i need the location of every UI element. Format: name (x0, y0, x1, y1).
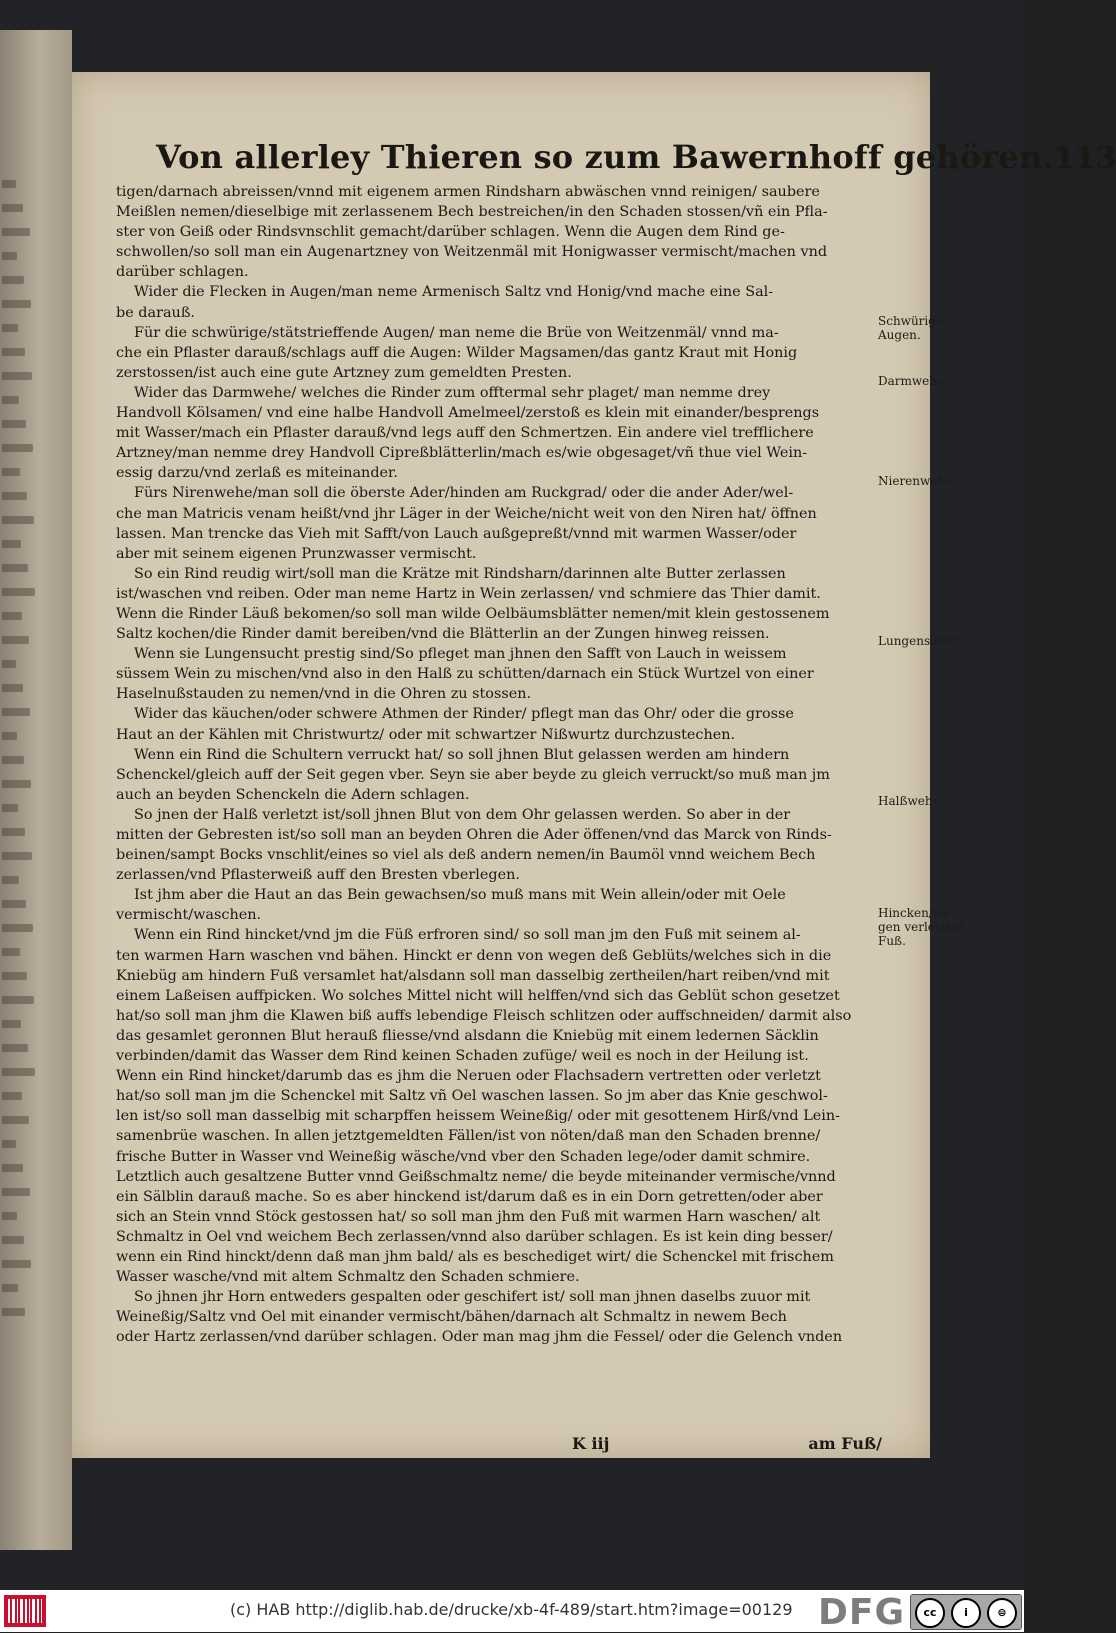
viewer-footer (0, 1590, 1024, 1632)
ghost-text-mark (2, 612, 22, 620)
previous-page-ghost-text (0, 180, 40, 1380)
marginal-note: Lungensucht (878, 634, 958, 648)
text-line: auch an beyden Schenckeln die Adern schlagen. (116, 786, 470, 803)
marginal-note: Hincken/we gen verletztes Fuß. (878, 906, 965, 948)
ghost-text-mark (2, 300, 31, 308)
text-line: Wider das käuchen/oder schwere Athmen der Rinder/ pflegt man das Ohr/ oder die grosse (134, 706, 794, 723)
ghost-text-mark (2, 468, 20, 476)
running-title: Von allerley Thieren so zum Bawernhoff gehören. (156, 138, 1054, 176)
ghost-text-mark (2, 972, 27, 980)
marginal-note: Darmwehe (878, 374, 945, 388)
ghost-text-mark (2, 780, 31, 788)
dfg-logo: DFG (818, 1592, 906, 1633)
text-line: So jhnen jhr Horn entweders gespalten oder geschifert ist/ soll man jhnen daselbs zuuor mit (134, 1289, 811, 1306)
ghost-text-mark (2, 492, 27, 500)
copyright-link[interactable]: (c) HAB http://diglib.hab.de/drucke/xb-4f-489/start.htm?image=00129 (230, 1600, 793, 1619)
ghost-text-mark (2, 876, 19, 884)
ghost-text-mark (2, 180, 16, 188)
ghost-text-mark (2, 516, 34, 524)
signature-line (572, 1434, 882, 1458)
ghost-text-mark (2, 588, 35, 596)
text-line: schwollen/so soll man ein Augenartzney von Weitzenmäl mit Honigwasser vermischt/machen vnd (116, 244, 828, 261)
text-line: lassen. Man trencke das Vieh mit Safft/von Lauch außgepreßt/vnnd mit warmen Wasser/oder (116, 525, 797, 542)
ghost-text-mark (2, 1308, 25, 1316)
text-line: Kniebüg am hindern Fuß versamlet hat/alsdann soll man dasselbig zertheilen/hart reiben/vnd mit (116, 967, 830, 984)
text-line: essig darzu/vnd zerlaß es miteinander. (116, 465, 398, 482)
ghost-text-mark (2, 900, 26, 908)
text-line: Handvoll Kölsamen/ vnd eine halbe Handvoll Amelmeel/zerstoß es klein mit einander/besprengs (116, 405, 820, 422)
book-page (72, 72, 1116, 1458)
ghost-text-mark (2, 732, 17, 740)
text-line: Haut an der Kählen mit Christwurtz/ oder mit schwartzer Nißwurtz durchzustechen. (116, 726, 736, 743)
text-line: mit Wasser/mach ein Pflaster darauß/vnd legs auff den Schmertzen. Ein andere viel trefflichere (116, 425, 814, 442)
ghost-text-mark (2, 1020, 21, 1028)
ghost-text-mark (2, 828, 25, 836)
text-line: Schmaltz in Oel vnd weichem Bech zerlassen/vnnd also darüber schlagen. Es ist kein ding besser/ (116, 1228, 833, 1245)
text-line: zerstossen/ist auch eine gute Artzney zum gemeldten Presten. (116, 364, 572, 381)
text-line: Saltz kochen/die Rinder damit bereiben/vnd die Blätterlin an der Zungen hinweg reissen. (116, 626, 770, 643)
text-line: Wenn ein Rind die Schultern verruckt hat/ so soll jhnen Blut gelassen werden am hindern (134, 746, 790, 763)
ghost-text-mark (2, 924, 33, 932)
ghost-text-mark (2, 276, 24, 284)
ghost-text-mark (2, 684, 23, 692)
text-line: Wasser wasche/vnd mit altem Schmaltz den Schaden schmiere. (116, 1269, 580, 1286)
ghost-text-mark (2, 1044, 28, 1052)
ghost-text-mark (2, 348, 25, 356)
text-line: wenn ein Rind hinckt/denn daß man jhm bald/ als es beschediget wirt/ die Schenckel mit frischem (116, 1248, 834, 1265)
text-line: Letztlich auch gesaltzene Butter vnnd Geißschmaltz neme/ die beyde miteinander vermische/vnnd (116, 1168, 836, 1185)
text-line: oder Hartz zerlassen/vnd darüber schlagen. Oder man mag jhm die Fessel/ oder die Gelench vnden (116, 1329, 843, 1346)
text-line: beinen/sampt Bocks vnschlit/eines so viel als deß andern nemen/in Baumöl vnnd weichem Bech (116, 847, 816, 864)
text-line: vermischt/waschen. (116, 907, 262, 924)
text-line: be darauß. (116, 304, 196, 321)
text-line: sich an Stein vnnd Stöck gestossen hat/ so soll man jhm den Fuß mit warmen Harn waschen/ alt (116, 1208, 821, 1225)
text-line: Haselnußstauden zu nemen/vnd in die Ohren zu stossen. (116, 686, 532, 703)
text-line: Ist jhm aber die Haut an das Bein gewachsen/so muß mans mit Wein allein/oder mit Oele (134, 887, 786, 904)
cc-icon: cc (915, 1598, 945, 1628)
text-line: Wenn ein Rind hincket/darumb das es jhm die Neruen oder Flachsadern vertretten oder verletzt (116, 1068, 821, 1085)
text-line: samenbrüe waschen. In allen jetztgemeldten Fällen/ist von nöten/daß man den Schaden brenne/ (116, 1128, 821, 1145)
text-line: tigen/darnach abreissen/vnnd mit eigenem armen Rindsharn abwäschen vnnd reinigen/ saubere (116, 184, 820, 200)
attribution-icon: i (951, 1598, 981, 1628)
ghost-text-mark (2, 756, 24, 764)
text-line: Wenn ein Rind hincket/vnd jm die Füß erfroren sind/ so soll man jm den Fuß mit seinem al- (134, 927, 801, 944)
ghost-text-mark (2, 1116, 29, 1124)
ghost-text-mark (2, 228, 30, 236)
marginal-note: Nierenwehe. (878, 474, 957, 488)
text-line: süssem Wein zu mischen/vnd also in den Halß zu schütten/darnach ein Stück Wurtzel von einer (116, 666, 814, 683)
ghost-text-mark (2, 1236, 24, 1244)
ghost-text-mark (2, 708, 30, 716)
text-line: aber mit seinem eigenen Prunzwasser vermischt. (116, 545, 477, 562)
ghost-text-mark (2, 1212, 17, 1220)
folio-number: 113 (1053, 141, 1116, 176)
text-line: Wenn sie Lungensucht prestig sind/So pfleget man jhnen den Safft von Lauch in weissem (134, 646, 787, 663)
ghost-text-mark (2, 1140, 16, 1148)
ghost-text-mark (2, 1260, 31, 1268)
text-line: Für die schwürige/stätstrieffende Augen/ man neme die Brüe von Weitzenmäl/ vnnd ma- (134, 324, 779, 341)
ghost-text-mark (2, 1284, 18, 1292)
text-line: mitten der Gebresten ist/so soll man an beyden Ohren die Ader öffenen/vnd das Marck von Rinds- (116, 827, 832, 843)
ghost-text-mark (2, 996, 34, 1004)
ghost-text-mark (2, 660, 16, 668)
ghost-text-mark (2, 324, 18, 332)
text-line: che ein Pflaster darauß/schlags auff die Augen: Wilder Magsamen/das gantz Kraut mit Honig (116, 344, 798, 361)
text-line: Weineßig/Saltz vnd Oel mit einander vermischt/bähen/darnach alt Schmaltz in newem Bech (116, 1309, 787, 1326)
ghost-text-mark (2, 1164, 23, 1172)
text-line: ten warmen Harn waschen vnd bähen. Hinckt er denn von wegen deß Geblüts/welches sich in die (116, 947, 832, 964)
ghost-text-mark (2, 204, 23, 212)
text-line: Artzney/man nemme drey Handvoll Cipreßblätterlin/mach es/wie obgesaget/vñ thue viel Wein- (116, 445, 808, 462)
text-line: len ist/so soll man dasselbig mit scharpffen heissem Weineßig/ oder mit gesottenem Hirß/vnd Lein- (116, 1108, 841, 1125)
ghost-text-mark (2, 252, 17, 260)
ghost-text-mark (2, 804, 18, 812)
text-line: das gesamlet geronnen Blut herauß fliesse/vnd alsdann die Kniebüg mit einem ledernen Säcklin (116, 1027, 819, 1044)
text-line: ein Sälblin darauß mache. So es aber hinckend ist/darum daß es in ein Dorn getretten/oder aber (116, 1188, 823, 1205)
ghost-text-mark (2, 540, 21, 548)
text-line: Wider die Flecken in Augen/man neme Armenisch Saltz vnd Honig/vnd mache eine Sal- (134, 284, 774, 301)
text-line: einem Laßeisen auffpicken. Wo solches Mittel nicht will helffen/vnd sich das Geblüt schon gesetzet (116, 987, 840, 1004)
ghost-text-mark (2, 1092, 22, 1100)
text-line: Schenckel/gleich auff der Seit gegen vber. Seyn sie aber beyde zu gleich verruckt/so muß man jm (116, 766, 830, 783)
ghost-text-mark (2, 564, 28, 572)
barcode-icon (4, 1595, 46, 1627)
ghost-text-mark (2, 372, 32, 380)
marginal-note: Halßwehe. (878, 794, 944, 808)
text-line: So jnen der Halß verletzt ist/soll jhnen Blut von dem Ohr gelassen werden. So aber in der (134, 806, 791, 823)
text-line: ster von Geiß oder Rindsvnschlit gemacht/darüber schlagen. Wenn die Augen dem Rind ge- (116, 224, 785, 241)
cc-license-badge[interactable] (910, 1594, 1022, 1630)
text-line: Fürs Nirenwehe/man soll die öberste Ader/hinden am Ruckgrad/ oder die ander Ader/wel- (134, 485, 794, 502)
text-line: che man Matricis venam heißt/vnd jhr Läger in der Weiche/nicht weit von den Niren hat/ öffnen (116, 505, 817, 522)
ghost-text-mark (2, 396, 19, 404)
catchword: am Fuß/ (808, 1434, 882, 1453)
ghost-text-mark (2, 420, 26, 428)
text-line: Meißlen nemen/dieselbige mit zerlassenem Bech bestreichen/in den Schaden stossen/vñ ein Pfla- (116, 204, 828, 221)
text-line: verbinden/damit das Wasser dem Rind keinen Schaden zufüge/ weil es noch in der Heilung ist. (116, 1048, 809, 1065)
text-line: ist/waschen vnd reiben. Oder man neme Hartz in Wein zerlassen/ vnd schmiere das Thier damit. (116, 585, 821, 602)
share-alike-icon: ⊜ (987, 1598, 1017, 1628)
body-text (116, 182, 876, 1432)
ghost-text-mark (2, 1188, 30, 1196)
text-line: hat/so soll man jm die Schenckel mit Saltz vñ Oel waschen lassen. So jm aber das Knie geschwol- (116, 1088, 828, 1105)
ghost-text-mark (2, 444, 33, 452)
text-line: hat/so soll man jhm die Klawen biß auffs lebendige Fleisch schlitzen oder auffschneiden/ darmit also (116, 1007, 852, 1024)
ghost-text-mark (2, 1068, 35, 1076)
ghost-text-mark (2, 948, 20, 956)
text-line: zerlassen/vnd Pflasterweiß auff den Bresten vberlegen. (116, 867, 520, 884)
text-line: So ein Rind reudig wirt/soll man die Krätze mit Rindsharn/darinnen alte Butter zerlassen (134, 565, 786, 582)
marginal-note: Schwürige Augen. (878, 314, 944, 342)
text-line: Wenn die Rinder Läuß bekomen/so soll man wilde Oelbäumsblätter nemen/mit klein gestossenem (116, 605, 830, 622)
text-line: frische Butter in Wasser vnd Weineßig wäsche/vnd vber den Schaden lege/oder damit schmire. (116, 1148, 811, 1165)
ghost-text-mark (2, 636, 29, 644)
text-line: darüber schlagen. (116, 264, 249, 281)
text-line: Wider das Darmwehe/ welches die Rinder zum offtermal sehr plaget/ man nemme drey (134, 384, 771, 401)
ghost-text-mark (2, 852, 32, 860)
signature-mark: K iij (572, 1434, 610, 1453)
